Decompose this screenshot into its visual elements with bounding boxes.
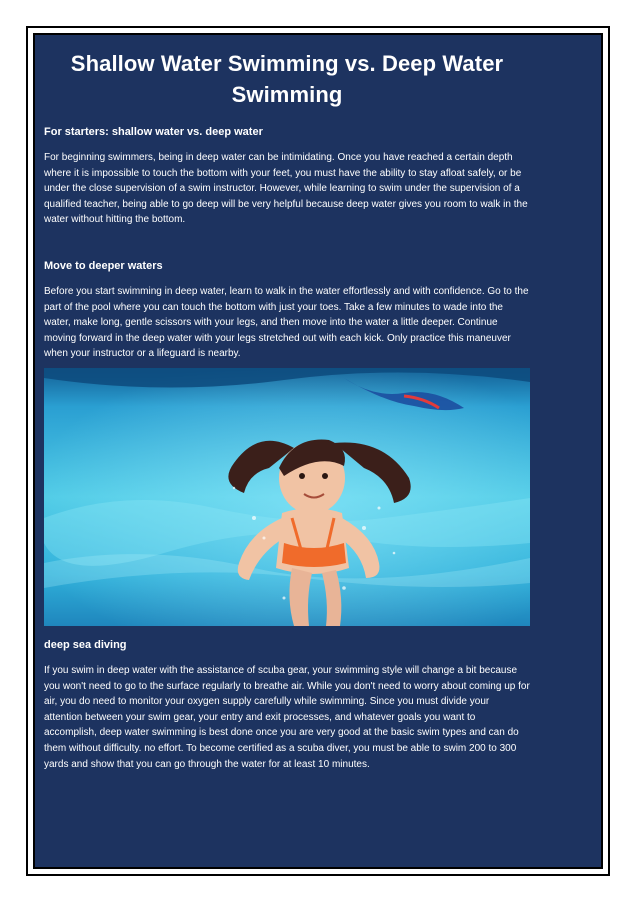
section-body-deep-sea-diving: If you swim in deep water with the assistance of scuba gear, your swimming style will change a bit because you won't need to go to the surface regularly to breathe air. While you don't need to worry about coming up for air, you do need to monitor your oxygen supply carefully while swimming. Since you must divide your attention between your swim gear, your entry and exit processes, and whatever goals you want to accomplish, deep water swimming is best done once you are very good at the basic swim types and can do them without difficulty. no effort. To become certified as a scuba diver, you must be able to swim 200 to 300 yards and show that you can go through the water for at least 10 minutes.	[44, 664, 530, 770]
section-body-starters: For beginning swimmers, being in deep water can be intimidating. Once you have reached a certain depth where it is impossible to touch the bottom with your feet, you must have the ability to stay afloat safely, or be under the close supervision of a swim instructor. However, while learning to swim under the supervision of a qualified teacher, being able to go deep will be very helpful because deep water gives you room to walk in the water without hitting the bottom.	[44, 152, 528, 226]
section-heading-deeper-waters: Move to deeper waters	[44, 259, 163, 272]
document-content	[44, 48, 530, 772]
underwater-child-photo	[44, 368, 530, 626]
section-heading-deep-sea-diving: deep sea diving	[44, 638, 127, 651]
photo-illustration	[44, 368, 530, 626]
section-body-deeper-waters: Before you start swimming in deep water, learn to walk in the water effortlessly and with confidence. Go to the part of the pool where you can touch the bottom with just your toes. Take a few minutes to wade into the water, make long, gentle scissors with your legs, and then move into the water a little deeper. Continue moving forward in the deep water with your legs stretched out with each kick. Only practice this maneuver when your instructor or a lifeguard is nearby.	[44, 285, 529, 360]
section-heading-starters: For starters: shallow water vs. deep water	[44, 126, 263, 138]
page-title: Shallow Water Swimming vs. Deep Water Swimming	[70, 51, 504, 107]
